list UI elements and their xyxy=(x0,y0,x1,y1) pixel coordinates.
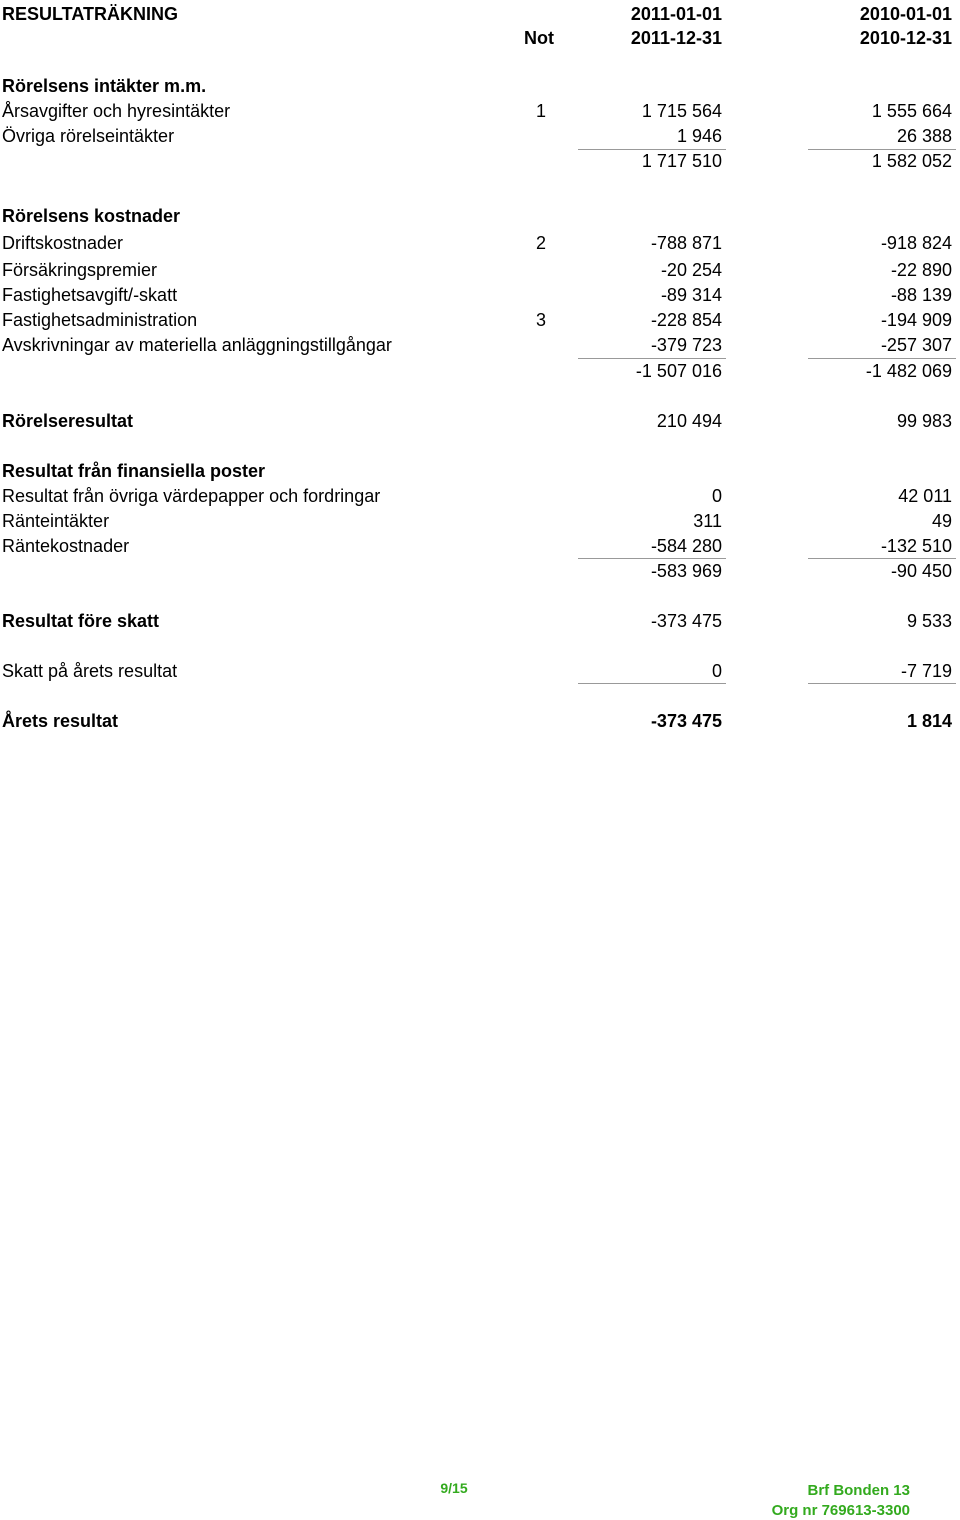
row-value-2010: -132 510 xyxy=(880,536,952,556)
table-row xyxy=(0,534,960,558)
row-value-2010: 1 555 664 xyxy=(871,101,952,121)
section-heading-label: Rörelsens intäkter m.m. xyxy=(2,76,207,96)
table-row xyxy=(0,231,960,255)
note-column-header: Not xyxy=(524,28,554,48)
row-note: 1 xyxy=(535,101,546,121)
subtotal-row xyxy=(0,149,960,173)
subtotal-2011: -583 969 xyxy=(650,561,722,581)
row-value-2011: -89 314 xyxy=(660,285,722,305)
table-row xyxy=(0,509,960,533)
row-label: Årets resultat xyxy=(2,711,119,731)
row-value-2010: 49 xyxy=(931,511,952,531)
table-row xyxy=(0,258,960,282)
row-value-2011: 1 946 xyxy=(676,126,722,146)
row-value-2011: -228 854 xyxy=(650,310,722,330)
row-value-2011: 0 xyxy=(711,486,722,506)
row-value-2011: 1 715 564 xyxy=(641,101,722,121)
row-value-2010: 9 533 xyxy=(906,611,952,631)
row-value-2011: -20 254 xyxy=(660,260,722,280)
net-result-row xyxy=(0,709,960,733)
row-value-2010: -257 307 xyxy=(880,335,952,355)
row-label: Övriga rörelseintäkter xyxy=(2,126,175,146)
header-row-2 xyxy=(0,26,960,50)
page-title: RESULTATRÄKNING xyxy=(2,4,178,24)
underline-2011 xyxy=(578,683,726,684)
row-label: Resultat före skatt xyxy=(2,611,160,631)
row-label: Rörelseresultat xyxy=(2,411,134,431)
row-label: Fastighetsadministration xyxy=(2,310,198,330)
row-label: Årsavgifter och hyresintäkter xyxy=(2,101,231,121)
row-value-2010: 26 388 xyxy=(896,126,952,146)
row-value-2010: 1 814 xyxy=(906,711,952,731)
row-value-2010: 99 983 xyxy=(896,411,952,431)
row-value-2010: -194 909 xyxy=(880,310,952,330)
row-note: 3 xyxy=(535,310,546,330)
row-value-2010: -7 719 xyxy=(900,661,952,681)
operating-result-row xyxy=(0,409,960,433)
page-number: 9/15 xyxy=(440,1480,468,1496)
row-label: Räntekostnader xyxy=(2,536,130,556)
subtotal-row xyxy=(0,359,960,383)
row-value-2010: -22 890 xyxy=(890,260,952,280)
subtotal-2011: 1 717 510 xyxy=(641,151,722,171)
table-row xyxy=(0,308,960,332)
row-label: Skatt på årets resultat xyxy=(2,661,178,681)
section-heading-costs xyxy=(0,204,960,228)
table-row xyxy=(0,99,960,123)
row-label: Driftskostnader xyxy=(2,233,124,253)
period1-end: 2011-12-31 xyxy=(630,28,722,48)
footer-org-name: Brf Bonden 13 xyxy=(807,1482,910,1499)
row-label: Resultat från övriga värdepapper och fordringar xyxy=(2,486,381,506)
subtotal-2010: -90 450 xyxy=(890,561,952,581)
row-value-2011: -584 280 xyxy=(650,536,722,556)
subtotal-2010: -1 482 069 xyxy=(865,361,952,381)
row-note: 2 xyxy=(535,233,546,253)
underline-2010 xyxy=(808,683,956,684)
result-before-tax-row xyxy=(0,609,960,633)
row-value-2010: -88 139 xyxy=(890,285,952,305)
row-value-2011: 210 494 xyxy=(656,411,722,431)
header-row-1 xyxy=(0,2,960,26)
table-row xyxy=(0,333,960,357)
section-heading-financial xyxy=(0,459,960,483)
period1-start: 2011-01-01 xyxy=(630,4,722,24)
row-label: Avskrivningar av materiella anläggningstillgångar xyxy=(2,335,392,355)
period2-start: 2010-01-01 xyxy=(859,4,952,24)
subtotal-2010: 1 582 052 xyxy=(871,151,952,171)
row-value-2011: -379 723 xyxy=(650,335,722,355)
row-value-2011: -373 475 xyxy=(650,711,722,731)
row-value-2011: 311 xyxy=(693,511,722,531)
period2-end: 2010-12-31 xyxy=(859,28,952,48)
table-row xyxy=(0,283,960,307)
row-value-2011: 0 xyxy=(711,661,722,681)
subtotal-row xyxy=(0,559,960,583)
row-label: Ränteintäkter xyxy=(2,511,110,531)
section-heading-label: Resultat från finansiella poster xyxy=(2,461,266,481)
footer-org-number: Org nr 769613-3300 xyxy=(771,1502,910,1519)
row-value-2011: -373 475 xyxy=(650,611,722,631)
row-value-2011: -788 871 xyxy=(650,233,722,253)
row-value-2010: -918 824 xyxy=(880,233,952,253)
row-label: Fastighetsavgift/-skatt xyxy=(2,285,178,305)
tax-row xyxy=(0,659,960,683)
table-row xyxy=(0,484,960,508)
subtotal-2011: -1 507 016 xyxy=(635,361,722,381)
section-heading-income xyxy=(0,74,960,98)
row-label: Försäkringspremier xyxy=(2,260,158,280)
table-row xyxy=(0,124,960,148)
row-value-2010: 42 011 xyxy=(898,486,952,506)
section-heading-label: Rörelsens kostnader xyxy=(2,206,181,226)
